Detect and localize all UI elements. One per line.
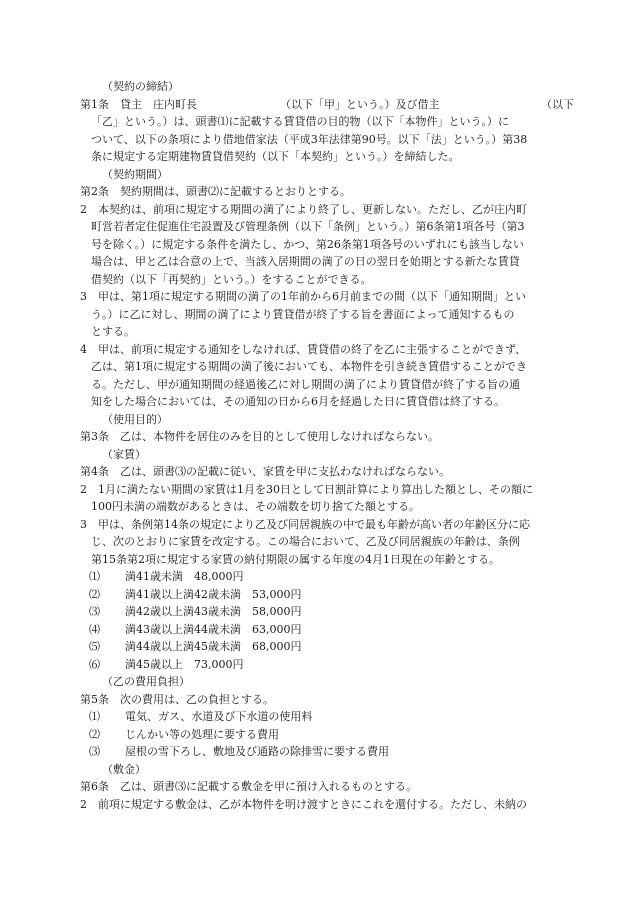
text-line: 第15条第2項に規定する家賃の納付期限の属する年度の4月1日現在の年齢とする。: [91, 552, 500, 566]
cost-item: ⑵ じんかい等の処理に要する費用: [89, 727, 279, 741]
article-1-line: [80, 96, 574, 114]
text-line: ついて、以下の条項により借地借家法（平成3年法律第90号。以下「法」という。）第38: [91, 132, 528, 146]
rent-item: ⑸ 満44歳以上満45歳未満 68,000円: [89, 640, 302, 653]
text-line: 2 前項に規定する敷金は、乙が本物件を明け渡すときにこれを還付する。ただし、未納の: [80, 797, 527, 811]
rent-item: ⑹ 満45歳以上 73,000円: [89, 657, 244, 671]
heading-deposit: （敷金）: [102, 762, 146, 776]
text-line: 2 1月に満たない期間の家賃は1月を30日として日割計算により算出した額とし、その額に: [80, 482, 533, 496]
article-1-lessor: 第1条 貸主 庄内町長: [80, 97, 197, 111]
text-line: じ、次のとおりに家賃を改定する。この場合において、乙及び同居親族の年齢は、条例: [91, 535, 520, 548]
text-line: う。）に乙に対し、期間の満了により賃貸借が終了する旨を書面によって通知するもの: [91, 307, 515, 321]
text-line: 4 甲は、前項に規定する通知をしなければ、賃貸借の終了を乙に主張することができず、: [80, 342, 527, 356]
text-line: 場合は、甲と乙は合意の上で、当該入居期間の満了の日の翌日を始期とする新たな賃貸: [91, 255, 520, 268]
text-line: 3 甲は、第1項に規定する期間の満了の1年前から6月前までの間（以下「通知期間」とい: [80, 290, 526, 303]
text-line: 借契約（以下「再契約」という。）をすることができる。: [91, 272, 372, 286]
article-4-line: 第4条 乙は、頭書⑶の記載に従い、家賃を甲に支払わなければならない。: [80, 465, 450, 478]
cost-item: ⑴ 電気、ガス、水道及び下水道の使用料: [89, 710, 313, 723]
text-line: 乙は、第1項に規定する期間の満了後においても、本物件を引き続き賃借することができ: [91, 360, 527, 373]
text-line: とする。: [91, 325, 135, 338]
rent-item: ⑴ 満41歳未満 48,000円: [89, 570, 244, 583]
article-5-line: 第5条 次の費用は、乙の負担とする。: [80, 692, 274, 706]
text-line: 100円未満の端数があるときは、その端数を切り捨てた額とする。: [91, 500, 420, 513]
text-line: 「乙」という。）は、頭書⑴に記載する賃貸借の目的物（以下「本物件」という。）に: [91, 115, 509, 128]
heading-contract-conclusion: （契約の締結）: [102, 80, 179, 93]
article-2-line: 第2条 契約期間は、頭書⑵に記載するとおりとする。: [80, 185, 351, 198]
heading-contract-period: （契約期間）: [102, 167, 168, 181]
rent-item: ⑶ 満42歳以上満43歳未満 58,000円: [89, 605, 302, 618]
text-line: 3 甲は、条例第14条の規定により乙及び同居親族の中で最も年齢が高い者の年齢区分に応: [80, 517, 530, 531]
cost-item: ⑶ 屋根の雪下ろし、敷地及び通路の除排雪に要する費用: [89, 745, 389, 758]
text-line: 号を除く。）に規定する条件を満たし、かつ、第26条第1項各号のいずれにも該当しない: [91, 237, 524, 251]
text-line: 町営若者定住促進住宅設置及び管理条例（以下「条例」という。）第6条第1項各号（第3: [91, 220, 525, 233]
text-line: る。ただし、甲が通知期間の経過後乙に対し期間の満了により賃貸借が終了する旨の通: [91, 377, 520, 391]
rent-item: ⑷ 満43歳以上満44歳未満 63,000円: [89, 622, 302, 636]
rent-item: ⑵ 満41歳以上満42歳未満 53,000円: [89, 587, 302, 601]
text-line: 2 本契約は、前項に規定する期間の満了により終了し、更新しない。ただし、乙が庄内町: [80, 202, 527, 216]
heading-purpose-of-use: （使用目的）: [102, 412, 168, 426]
heading-rent: （家賃）: [102, 447, 146, 461]
article-1-tail: （以下: [541, 97, 574, 111]
text-line: 条に規定する定期建物賃貸借契約（以下「本契約」という。）を締結した。: [91, 150, 460, 163]
article-3-line: 第3条 乙は、本物件を居住のみを目的として使用しなければならない。: [80, 430, 439, 443]
contract-page: [80, 78, 574, 813]
text-line: 知をした場合においては、その通知の日から6月を経過した日に賃貸借は終了する。: [91, 395, 505, 408]
article-1-lessee: （以下「甲」という。）及び借主: [280, 97, 440, 111]
heading-lessee-costs: （乙の費用負担）: [102, 675, 190, 688]
article-6-line: 第6条 乙は、頭書⑶に記載する敷金を甲に預け入れるものとする。: [80, 780, 417, 793]
